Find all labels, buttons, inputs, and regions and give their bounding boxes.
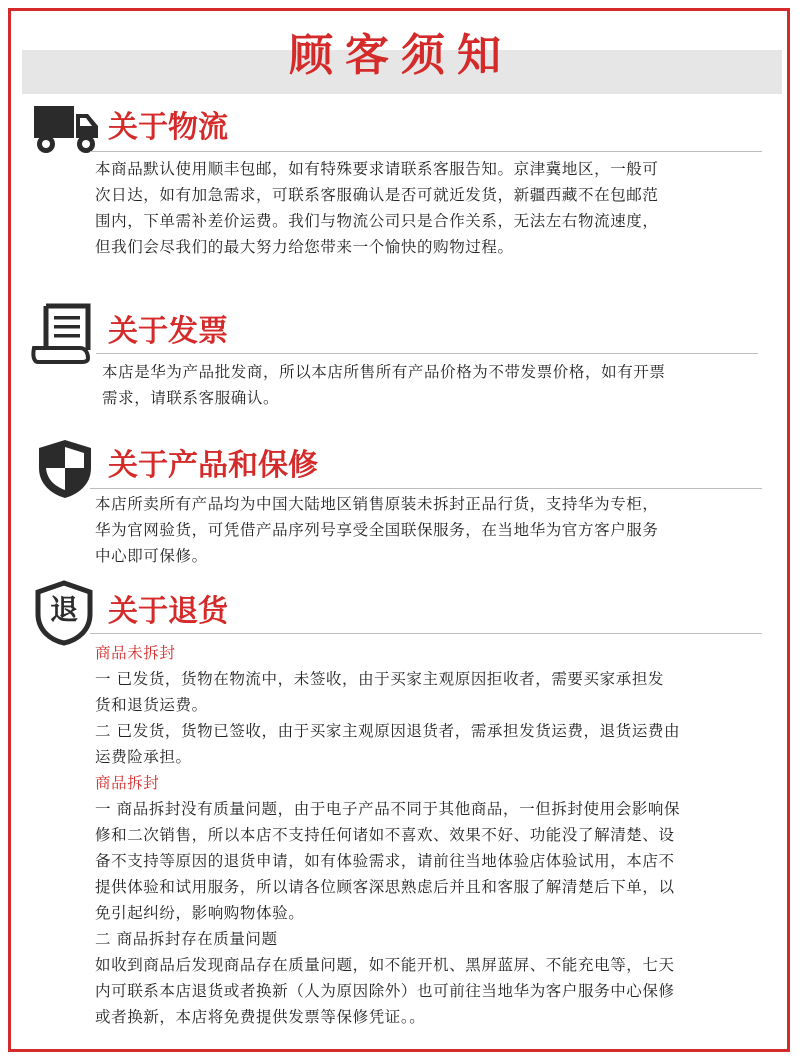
text-line: 次日达，如有加急需求，可联系客服确认是否可就近发货，新疆西藏不在包邮范 xyxy=(95,186,659,204)
section-title-logistics: 关于物流 xyxy=(108,110,228,145)
truck-icon xyxy=(34,106,98,156)
text-line: 一 商品拆封没有质量问题，由于电子产品不同于其他商品，一但拆封使用会影响保 xyxy=(95,800,681,818)
text-line: 免引起纠纷，影响购物体验。 xyxy=(95,904,305,922)
divider xyxy=(90,488,762,489)
text-line: 提供体验和试用服务，所以请各位顾客深思熟虑后并且和客服了解清楚后下单，以 xyxy=(95,878,675,896)
paragraph-invoice xyxy=(102,359,666,411)
text-line: 如收到商品后发现商品存在质量问题，如不能开机、黑屏蓝屏、不能充电等，七天 xyxy=(95,956,675,974)
text-line: 需求，请联系客服确认。 xyxy=(102,389,280,407)
divider xyxy=(90,151,762,152)
text-line: 货和退货运费。 xyxy=(95,696,208,714)
text-line: 备不支持等原因的退货申请，如有体验需求，请前往当地体验店体验试用，本店不 xyxy=(95,852,675,870)
section-title-warranty: 关于产品和保修 xyxy=(108,448,318,483)
text-line: 一 已发货，货物在物流中，未签收，由于买家主观原因拒收者，需要买家承担发 xyxy=(95,670,665,688)
paragraph-logistics xyxy=(95,156,659,260)
invoice-icon xyxy=(30,302,96,364)
return-badge-char: 退 xyxy=(49,593,78,626)
text-line: 运费险承担。 xyxy=(95,748,192,766)
divider xyxy=(90,633,762,634)
text-line: 中心即可保修。 xyxy=(95,547,208,565)
divider xyxy=(96,353,758,354)
subheading-opened: 商品拆封 xyxy=(95,774,160,792)
text-line: 或者换新，本店将免费提供发票等保修凭证。。 xyxy=(95,1008,426,1026)
text-line: 修和二次销售，所以本店不支持任何诸如不喜欢、效果不好、功能没了解清楚、设 xyxy=(95,826,675,844)
paragraph-returns xyxy=(95,640,680,1030)
subheading-unopened: 商品未拆封 xyxy=(95,644,176,662)
text-line: 二 已发货，货物已签收，由于买家主观原因退货者，需承担发货运费，退货运费由 xyxy=(95,722,681,740)
text-line: 本店所卖所有产品均为中国大陆地区销售原装未拆封正品行货，支持华为专柜， xyxy=(95,495,659,513)
paragraph-warranty xyxy=(95,491,659,569)
shield-icon xyxy=(36,438,94,500)
text-line: 二 商品拆封存在质量问题 xyxy=(95,930,278,948)
text-line: 但我们会尽我们的最大努力给您带来一个愉快的购物过程。 xyxy=(95,238,514,256)
section-title-returns: 关于退货 xyxy=(108,594,228,629)
text-line: 围内，下单需补差价运费。我们与物流公司只是合作关系，无法左右物流速度， xyxy=(95,212,659,230)
text-line: 内可联系本店退货或者换新（人为原因除外）也可前往当地华为客户服务中心保修 xyxy=(95,982,675,1000)
text-line: 本店是华为产品批发商，所以本店所售所有产品价格为不带发票价格，如有开票 xyxy=(102,363,666,381)
page-title: 顾客须知 xyxy=(289,30,513,81)
return-badge-icon xyxy=(34,580,94,646)
text-line: 华为官网验货，可凭借产品序列号享受全国联保服务，在当地华为官方客户服务 xyxy=(95,521,659,539)
section-title-invoice: 关于发票 xyxy=(108,314,228,349)
text-line: 本商品默认使用顺丰包邮，如有特殊要求请联系客服告知。京津冀地区，一般可 xyxy=(95,160,659,178)
